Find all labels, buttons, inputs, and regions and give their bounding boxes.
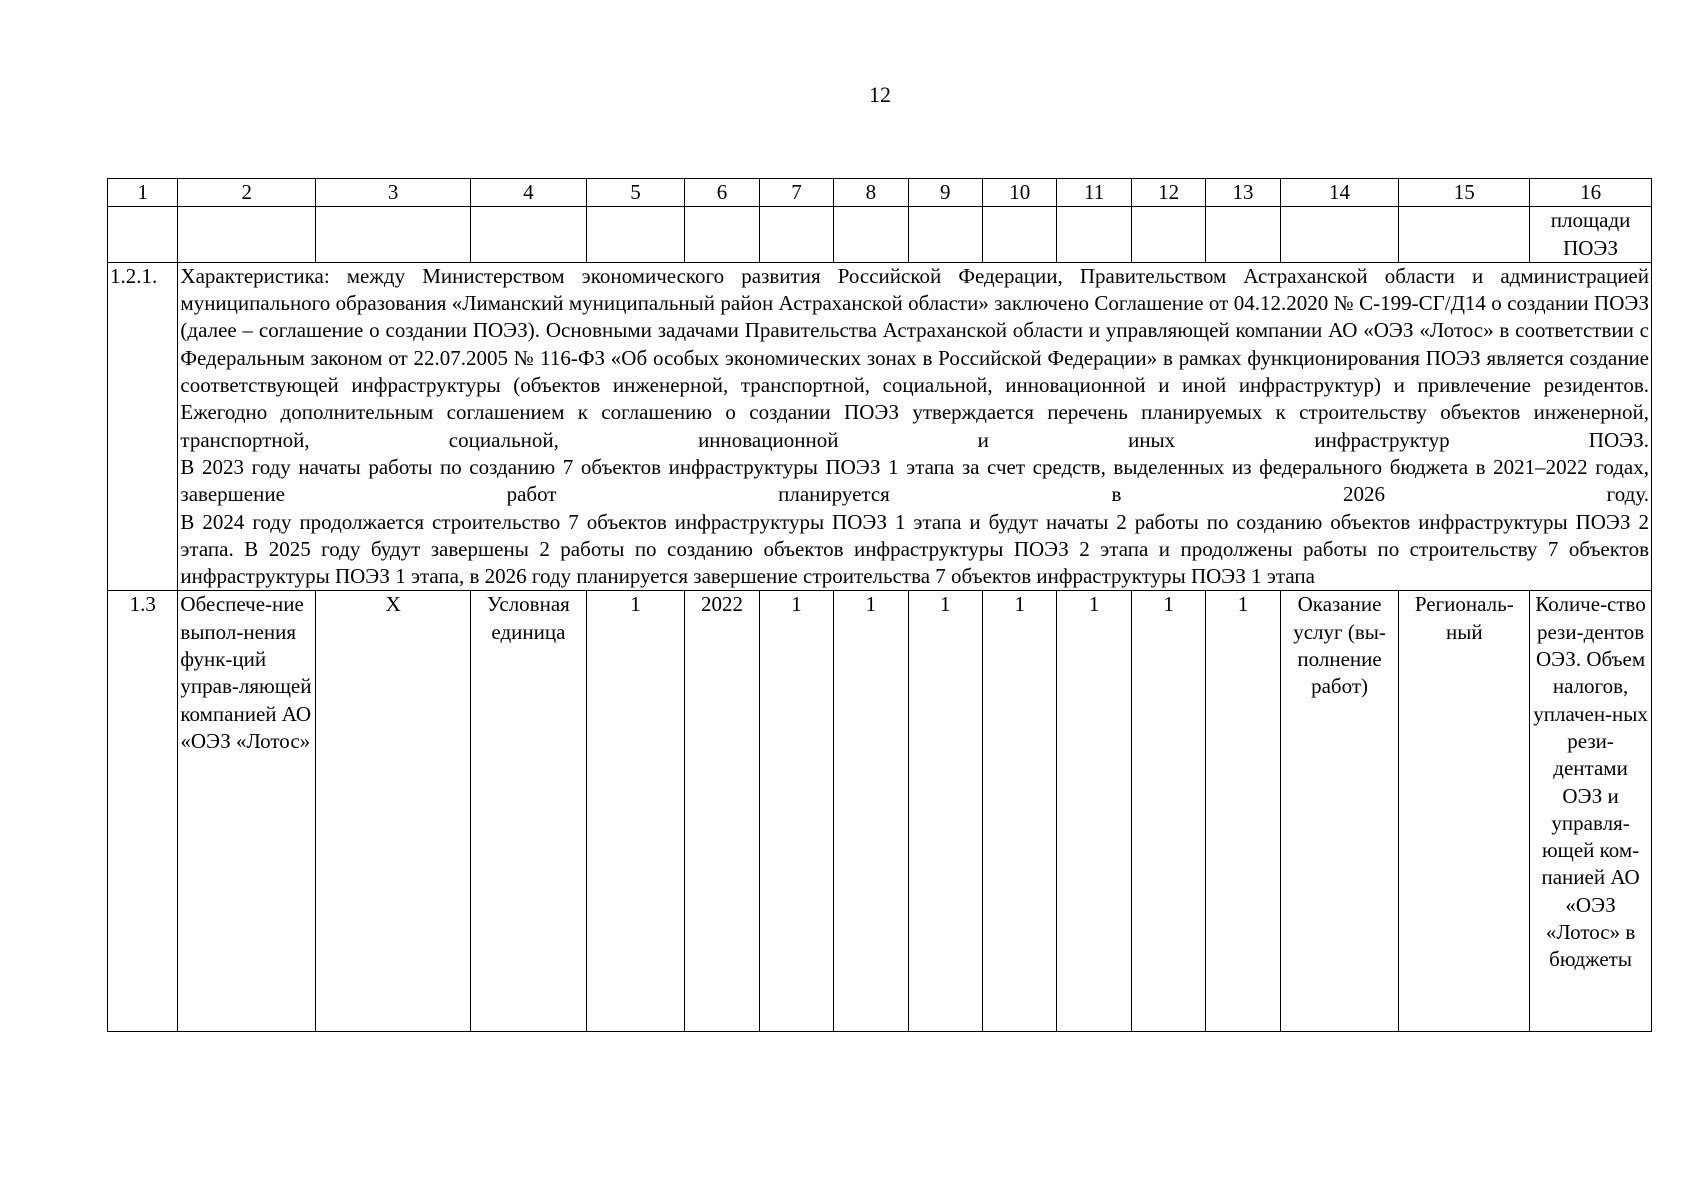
cell-col13: 1 xyxy=(1206,591,1280,1032)
column-number: 11 xyxy=(1057,179,1131,207)
column-number: 1 xyxy=(108,179,178,207)
column-number: 2 xyxy=(178,179,316,207)
column-number: 7 xyxy=(759,179,833,207)
column-number: 8 xyxy=(834,179,908,207)
column-number: 3 xyxy=(316,179,471,207)
column-number: 16 xyxy=(1530,179,1652,207)
cell-col7: 1 xyxy=(759,591,833,1032)
cell-col8: 1 xyxy=(834,591,908,1032)
base-year: 2022 xyxy=(685,591,759,1032)
continuation-row xyxy=(108,207,1652,263)
column-number: 5 xyxy=(586,179,685,207)
column-number: 12 xyxy=(1131,179,1205,207)
page-number: 12 xyxy=(869,82,891,107)
column-number-row xyxy=(108,179,1652,207)
level-cell: Региональ-ный xyxy=(1399,591,1530,1032)
cell-col3: Х xyxy=(316,591,471,1032)
cell-col10: 1 xyxy=(983,591,1057,1032)
row-number: 1.2.1. xyxy=(108,262,178,591)
indicator-continuation: площади ПОЭЗ xyxy=(1530,207,1652,263)
empty-cell xyxy=(178,207,316,263)
task-name: Обеспече-ние выпол-нения функ-ций управ-ляющей компанией АО «ОЭЗ «Лотос» xyxy=(178,591,316,1032)
indicator-cell: Количе-ство рези-дентов ОЭЗ. Объем налогов, уплачен-ных рези-дентами ОЭЗ и управля-ющей ком-панией АО «ОЭЗ «Лотос» в бюджеты xyxy=(1530,591,1652,1032)
task-type: Оказание услуг (вы-полнение работ) xyxy=(1280,591,1399,1032)
paragraph: В 2023 году начаты работы по созданию 7 объектов инфраструктуры ПОЭЗ 1 этапа за счет средств, выделенных из федерального бюджета в 2021–2022 годах, завершение работ планируется в 2026 году. xyxy=(180,454,1649,507)
column-number: 14 xyxy=(1280,179,1399,207)
empty-cell xyxy=(471,207,587,263)
empty-cell xyxy=(316,207,471,263)
empty-cell xyxy=(759,207,833,263)
cell-col5: 1 xyxy=(586,591,685,1032)
cell-col12: 1 xyxy=(1131,591,1205,1032)
empty-cell xyxy=(586,207,685,263)
characteristic-text xyxy=(178,262,1652,591)
empty-cell xyxy=(685,207,759,263)
row-1-2-1 xyxy=(108,262,1652,591)
empty-cell xyxy=(108,207,178,263)
column-number: 15 xyxy=(1399,179,1530,207)
paragraph: В 2024 году продолжается строительство 7 объектов инфраструктуры ПОЭЗ 1 этапа и будут начаты 2 работы по созданию объектов инфраструктуры ПОЭЗ 2 этапа. В 2025 году будут завершены 2 работы по созданию объектов инфраструктуры ПОЭЗ 2 этапа и продолжены работы по строительству 7 объектов инфраструктуры ПОЭЗ 1 этапа, в 2026 году планируется завершение строительства 7 объектов инфраструктуры ПОЭЗ 1 этапа xyxy=(180,509,1649,589)
row-1-3 xyxy=(108,591,1652,1032)
cell-col11: 1 xyxy=(1057,591,1131,1032)
empty-cell xyxy=(1057,207,1131,263)
empty-cell xyxy=(908,207,982,263)
unit-cell: Условная единица xyxy=(471,591,587,1032)
cell-col9: 1 xyxy=(908,591,982,1032)
empty-cell xyxy=(1399,207,1530,263)
row-number: 1.3 xyxy=(108,591,178,1032)
empty-cell xyxy=(834,207,908,263)
column-number: 10 xyxy=(983,179,1057,207)
column-number: 4 xyxy=(471,179,587,207)
empty-cell xyxy=(983,207,1057,263)
column-number: 9 xyxy=(908,179,982,207)
empty-cell xyxy=(1280,207,1399,263)
column-number: 13 xyxy=(1206,179,1280,207)
empty-cell xyxy=(1206,207,1280,263)
column-number: 6 xyxy=(685,179,759,207)
program-table xyxy=(107,178,1652,1032)
empty-cell xyxy=(1131,207,1205,263)
paragraph: Характеристика: между Министерством экономического развития Российской Федерации, Правительством Астраханской области и администрацией муниципального образования «Лиманский муниципальный район Астраханской области» заключено Соглашение от 04.12.2020 № С-199-СГ/Д14 о создании ПОЭЗ (далее – соглашение о создании ПОЭЗ). Основными задачами Правительства Астраханской области и управляющей компании АО «ОЭЗ «Лотос» в соответствии с Федеральным законом от 22.07.2005 № 116-ФЗ «Об особых экономических зонах в Российской Федерации» в рамках функционирования ПОЭЗ является создание соответствующей инфраструктуры (объектов инженерной, транспортной, социальной, инновационной и иной инфраструктур) и привлечение резидентов. Ежегодно дополнительным соглашением к соглашению о создании ПОЭЗ утверждается перечень планируемых к строительству объектов инженерной, транспортной, социальной, инновационной и иных инфраструктур ПОЭЗ. xyxy=(180,263,1649,452)
